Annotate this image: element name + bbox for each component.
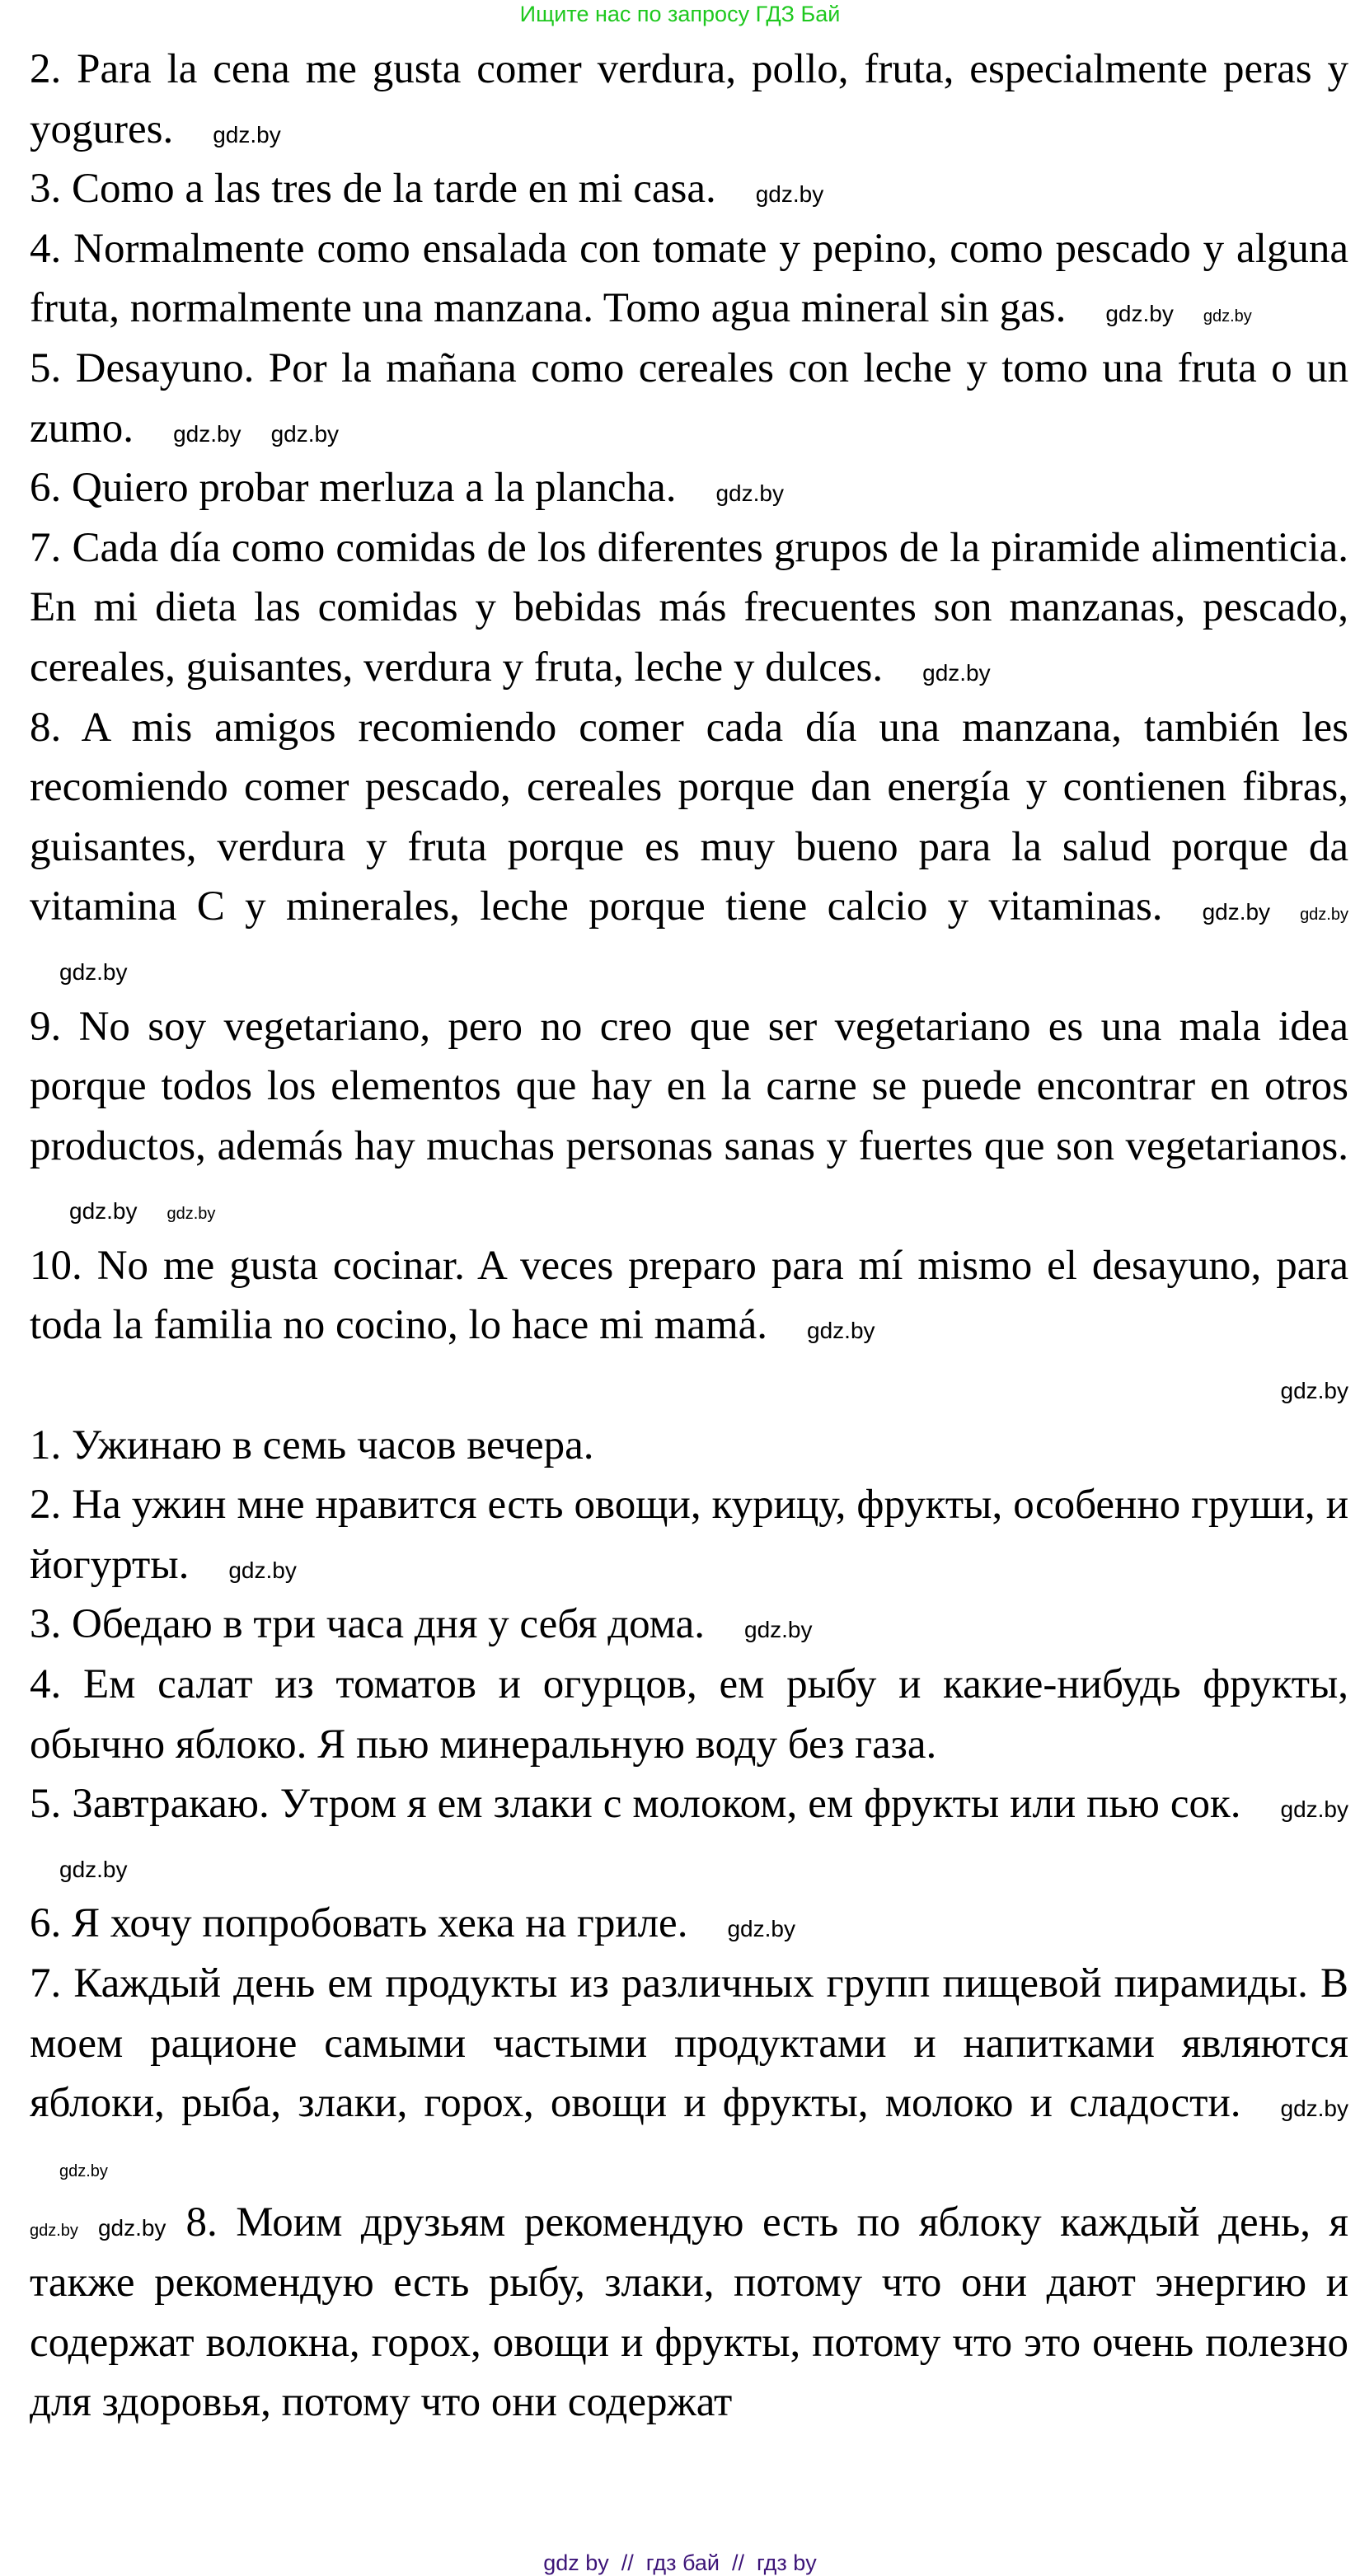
answer-text-line: 6. Я хочу попробовать хека на гриле. (30, 1900, 688, 1947)
answer-ru-1 (30, 1416, 1348, 1476)
watermark: gdz.by (59, 2161, 108, 2180)
answer-es-9 (30, 997, 1348, 1236)
watermark: gdz.by (173, 420, 242, 447)
watermark: gdz.by (1105, 301, 1174, 327)
watermark: gdz.by (166, 1205, 216, 1224)
answer-text-line: 5. Desayuno. Por la mañana como cereales con leche y tomo una fruta o un zumo. (30, 344, 1348, 452)
watermark: gdz.by (59, 958, 128, 985)
answer-text-line: 4. Normalmente como ensalada con tomate y pepino, como pescado y alguna fruta, normalmente una manzana. Tomo agua mineral sin gas. (30, 225, 1348, 332)
watermark: gdz.by (1280, 1378, 1348, 1404)
watermark: gdz.by (1202, 899, 1271, 925)
answer-es-10 (30, 1236, 1348, 1356)
answer-text-line: 6. Quiero probar merluza a la plancha. (30, 465, 677, 512)
watermark: gdz.by (755, 181, 824, 208)
answer-text-line: 7. Каждый день ем продукты из различных групп пищевой пирамиды. В моем рационе самыми частыми продуктами и напитками являются яблоки, рыба, злаки, горох, овощи и фрукты, молоко и сладости. (30, 1960, 1348, 2127)
watermark: gdz.by (727, 1916, 795, 1942)
answer-text-line: 4. Ем салат из томатов и огурцов, ем рыбу и какие-нибудь фрукты, обычно яблоко. Я пью минеральную воду без газа. (30, 1661, 1348, 1768)
watermark: gdz.by (1203, 307, 1252, 326)
watermark: gdz.by (715, 480, 784, 507)
watermark: gdz.by (922, 659, 991, 686)
answer-text-line: 9. No soy vegetariano, pero no creo que ser vegetariano es una mala idea porque todos los elementos que hay en la carne se puede encontrar en otros productos, además hay muchas personas sanas y fuertes que son vegetarianos. (30, 1003, 1348, 1169)
answer-es-4 (30, 219, 1348, 339)
watermark: gdz.by (807, 1318, 875, 1344)
answer-text-line: 5. Завтракаю. Утром я ем злаки с молоком, ем фрукты или пью сок. (30, 1781, 1241, 1828)
watermark: gdz.by (1280, 1796, 1348, 1823)
watermark: gdz.by (69, 1198, 138, 1225)
answer-es-5 (30, 339, 1348, 458)
answer-text-line: 7. Cada día como comidas de los diferentes grupos de la piramide alimenticia. En mi dieta las comidas y bebidas más frecuentes son manzanas, pescado, cereales, guisantes, verdura y fruta, leche y dulces. (30, 524, 1348, 691)
answer-ru-7 (30, 1954, 1348, 2193)
section-gap (30, 1356, 1348, 1416)
answer-text-line: 3. Обедаю в три часа дня у себя дома. (30, 1601, 705, 1648)
answer-es-6 (30, 458, 1348, 518)
answer-ru-8 (30, 2193, 1348, 2432)
search-hint-banner: Ищите нас по запросу ГДЗ Бай (519, 2, 841, 26)
watermark: gdz.by (228, 1557, 297, 1583)
answer-text-line: 2. На ужин мне нравится есть овощи, курицу, фрукты, особенно груши, и йогурты. (30, 1482, 1348, 1588)
answer-es-7 (30, 518, 1348, 698)
watermark: gdz.by (744, 1617, 813, 1643)
watermark: gdz.by (30, 2222, 78, 2241)
watermark: gdz.by (97, 2215, 166, 2241)
answer-ru-2 (30, 1475, 1348, 1595)
answer-ru-3 (30, 1595, 1348, 1655)
answer-text (30, 40, 1348, 2548)
answer-es-3 (30, 159, 1348, 219)
answer-text-line: 3. Como a las tres de la tarde en mi casa. (30, 166, 716, 213)
answer-ru-4 (30, 1655, 1348, 1774)
answer-text-line: 8. A mis amigos recomiendo comer cada día una manzana, también les recomiendo comer pescado, cereales porque dan energía y contienen fibras, guisantes, verdura y fruta porque es muy bueno para la salud porque da vitamina C y minerales, leche porque tiene calcio y vitaminas. (30, 704, 1348, 930)
answer-text-line: 1. Ужинаю в семь часов вечера. (30, 1421, 594, 1468)
answer-text-line: 8. Моим друзьям рекомендую есть по яблоку каждый день, я также рекомендую есть рыбу, злаки, потому что они дают энергию и содержат волокна, горох, овощи и фрукты, потому что это очень полезно для здоровья, потому что они содержат (30, 2199, 1348, 2426)
answer-text-line: 10. No me gusta cocinar. A veces preparo para mí mismo el desayuno, para toda la familia no cocino, lo hace mi mamá. (30, 1242, 1348, 1349)
watermark: gdz.by (59, 1856, 128, 1882)
watermark: gdz.by (1280, 2096, 1348, 2122)
answer-es-8 (30, 698, 1348, 997)
site-footer: gdz by // гдз бай // гдз by (543, 2550, 817, 2575)
watermark: gdz.by (270, 420, 340, 447)
answer-es-2 (30, 40, 1348, 159)
answer-ru-5 (30, 1774, 1348, 1894)
answer-text-line: 2. Para la cena me gusta comer verdura, pollo, fruta, especialmente peras y yogures. (30, 46, 1348, 152)
watermark: gdz.by (1300, 906, 1348, 925)
watermark: gdz.by (213, 121, 281, 148)
answer-ru-6 (30, 1894, 1348, 1954)
